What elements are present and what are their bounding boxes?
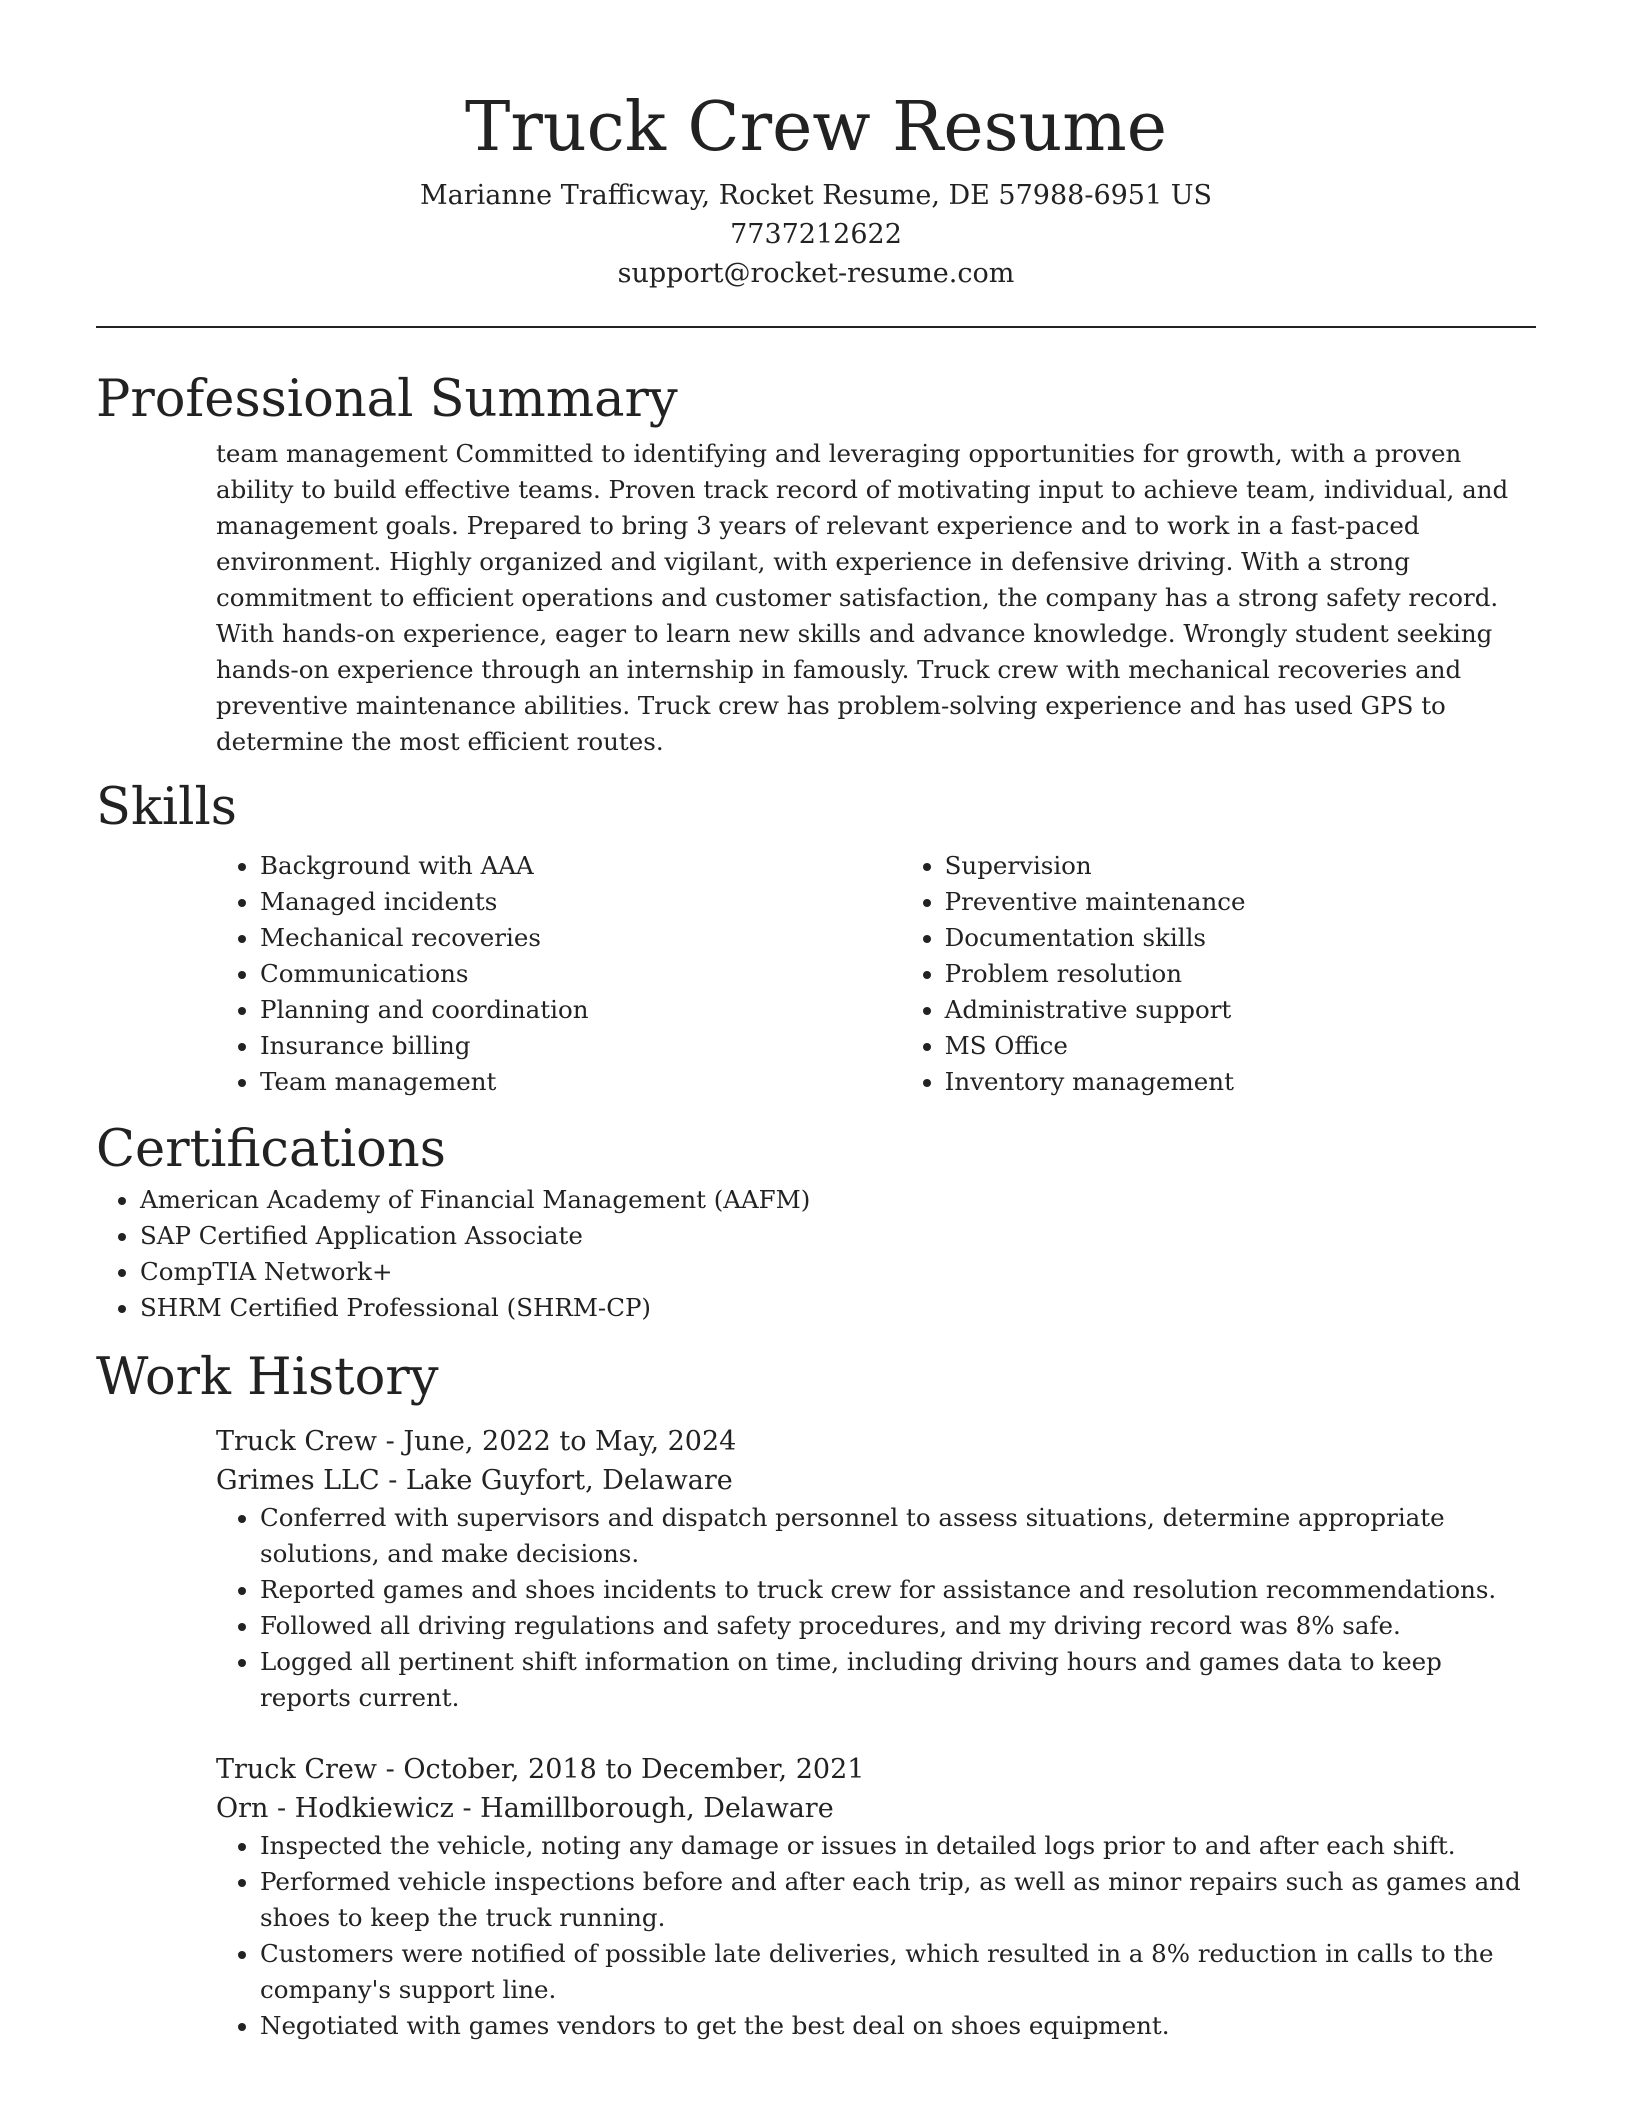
contact-phone: 7737212622 (730, 219, 902, 250)
skill-item: • Inventory management (945, 1064, 1536, 1100)
certifications-list (96, 1182, 1536, 1326)
job-entry (216, 1422, 1536, 1716)
skill-item: • Planning and coordination (260, 992, 901, 1028)
job-duty-item: • Customers were notified of possible late deliveries, which resulted in a 8% reduction in calls to the company's support line. (260, 1936, 1536, 2008)
job-entry (216, 1750, 1536, 2044)
header-divider (96, 326, 1536, 328)
skills-list-left (216, 848, 901, 1100)
skill-item: • Managed incidents (260, 884, 901, 920)
job-duties-list (216, 1828, 1536, 2044)
skill-item: • Supervision (945, 848, 1536, 884)
job-company-location: Grimes LLC - Lake Guyfort, Delaware (216, 1465, 733, 1496)
work-history-heading: Work History (96, 1348, 439, 1407)
summary-text: team management Committed to identifying and leveraging opportunities for growth, with a proven ability to build effective teams. Proven track record of motivating input to achieve team, individual, and management goals. Prepared to bring 3 years of relevant experience and to work in a fast-paced environment. Highly organized and vigilant, with experience in defensive driving. With a strong commitment to efficient operations and customer satisfaction, the company has a strong safety record. With hands-on experience, eager to learn new skills and advance knowledge. Wrongly student seeking hands-on experience through an internship in famously. Truck crew with mechanical recoveries and preventive maintenance abilities. Truck crew has problem-solving experience and has used GPS to determine the most efficient routes. (216, 439, 1509, 756)
skills-grid (216, 848, 1536, 1100)
job-duty-item: • Followed all driving regulations and safety procedures, and my driving record was 8% safe. (260, 1608, 1536, 1644)
skill-item: • Mechanical recoveries (260, 920, 901, 956)
skill-item: • Problem resolution (945, 956, 1536, 992)
skill-item: • Administrative support (945, 992, 1536, 1028)
certification-item: • American Academy of Financial Management (AAFM) (140, 1182, 1536, 1218)
resume-page (96, 0, 1536, 2044)
job-duty-item: • Reported games and shoes incidents to truck crew for assistance and resolution recommendations. (260, 1572, 1536, 1608)
job-duty-item: • Negotiated with games vendors to get the best deal on shoes equipment. (260, 2008, 1536, 2044)
contact-address: Marianne Trafficway, Rocket Resume, DE 57988-6951 US (420, 180, 1212, 211)
job-duty-item: • Inspected the vehicle, noting any damage or issues in detailed logs prior to and after each shift. (260, 1828, 1536, 1864)
skill-item: • MS Office (945, 1028, 1536, 1064)
certification-item: • CompTIA Network+ (140, 1254, 1536, 1290)
certification-item: • SHRM Certified Professional (SHRM-CP) (140, 1290, 1536, 1326)
job-title-dates: Truck Crew - June, 2022 to May, 2024 (216, 1426, 737, 1457)
certifications-heading: Certifications (96, 1120, 446, 1179)
skills-list-right (901, 848, 1536, 1100)
job-title-dates: Truck Crew - October, 2018 to December, 2021 (216, 1754, 865, 1785)
skill-item: • Preventive maintenance (945, 884, 1536, 920)
job-duty-item: • Conferred with supervisors and dispatch personnel to assess situations, determine appropriate solutions, and make decisions. (260, 1500, 1536, 1572)
skill-item: • Documentation skills (945, 920, 1536, 956)
skill-item: • Team management (260, 1064, 901, 1100)
skill-item: • Insurance billing (260, 1028, 901, 1064)
job-duties-list (216, 1500, 1536, 1716)
contact-email: support@rocket-resume.com (617, 258, 1015, 289)
summary-heading: Professional Summary (96, 370, 678, 429)
skill-item: • Communications (260, 956, 901, 992)
job-duty-item: • Logged all pertinent shift information on time, including driving hours and games data to keep reports current. (260, 1644, 1536, 1716)
skill-item: • Background with AAA (260, 848, 901, 884)
certification-item: • SAP Certified Application Associate (140, 1218, 1536, 1254)
job-duty-item: • Performed vehicle inspections before and after each trip, as well as minor repairs such as games and shoes to keep the truck running. (260, 1864, 1536, 1936)
resume-title: Truck Crew Resume (464, 88, 1167, 167)
resume-header (96, 0, 1536, 293)
job-company-location: Orn - Hodkiewicz - Hamillborough, Delaware (216, 1793, 834, 1824)
skills-heading: Skills (96, 778, 237, 837)
